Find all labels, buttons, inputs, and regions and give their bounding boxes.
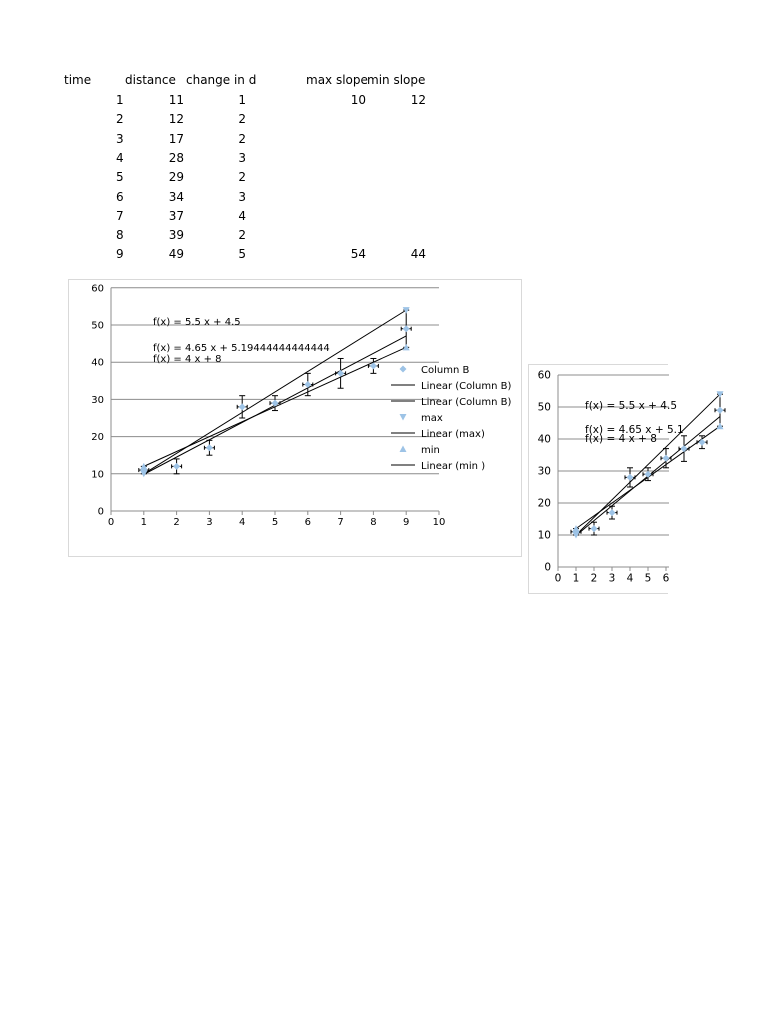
x-tick-label: 5: [644, 572, 652, 585]
y-tick-label: 40: [537, 433, 551, 446]
x-tick-label: 9: [403, 517, 410, 528]
cell-change[interactable]: 2: [238, 131, 246, 146]
cell-change[interactable]: 1: [238, 93, 246, 107]
cell-distance[interactable]: 29: [168, 170, 184, 185]
cell-max-slope[interactable]: 54: [350, 247, 366, 262]
cell-distance[interactable]: 17: [168, 131, 184, 146]
header-max-slope[interactable]: max slope: [306, 73, 368, 87]
data-point: [717, 407, 724, 414]
legend-label: min: [421, 445, 440, 456]
cell-time[interactable]: 4: [116, 150, 124, 165]
trendline-equation: f(x) = 5.5 x + 4.5: [585, 400, 677, 412]
x-tick-label: 4: [626, 572, 634, 585]
trendline-1: [576, 394, 720, 535]
cell-distance[interactable]: 39: [168, 228, 184, 243]
x-tick-label: 1: [140, 517, 147, 528]
cell-change[interactable]: 2: [238, 112, 246, 127]
cell-time[interactable]: 1: [116, 93, 124, 107]
cell-distance[interactable]: 34: [168, 189, 184, 204]
data-point: [403, 325, 410, 332]
legend-marker: [400, 366, 407, 373]
header-min-slope[interactable]: min slope: [367, 73, 426, 87]
legend-label: Linear (max): [421, 429, 485, 440]
x-tick-label: 3: [608, 572, 616, 585]
y-tick-label: 0: [97, 506, 104, 518]
cell-distance[interactable]: 37: [168, 208, 184, 223]
y-tick-label: 50: [537, 401, 551, 414]
data-point: [609, 509, 616, 516]
cell-change[interactable]: 2: [238, 170, 246, 185]
cell-min-slope[interactable]: 12: [410, 93, 426, 107]
main-chart[interactable]: [68, 279, 522, 557]
cell-time[interactable]: 8: [116, 228, 124, 243]
y-tick-label: 10: [537, 529, 551, 542]
trendline-equation: f(x) = 4 x + 8: [585, 433, 657, 445]
cell-time[interactable]: 9: [116, 247, 124, 262]
data-point: [663, 455, 670, 462]
legend-marker: [400, 446, 407, 453]
x-tick-label: 2: [173, 517, 180, 528]
y-tick-label: 0: [544, 561, 551, 574]
trendline-equation: f(x) = 5.5 x + 4.5: [153, 317, 241, 328]
x-tick-label: 7: [337, 517, 344, 528]
x-tick-label: 5: [271, 517, 279, 528]
x-tick-label: 6: [662, 572, 670, 585]
x-tick-label: 0: [554, 572, 562, 585]
header-change[interactable]: change in d: [186, 73, 257, 87]
cell-max-slope[interactable]: 10: [350, 93, 366, 107]
data-point: [699, 439, 706, 446]
trendline-equation: f(x) = 4 x + 8: [153, 354, 222, 365]
data-point: [645, 471, 652, 478]
header-time[interactable]: time: [64, 73, 92, 87]
cell-change[interactable]: 4: [238, 208, 246, 223]
y-tick-label: 20: [537, 497, 551, 510]
header-distance[interactable]: distance: [125, 73, 176, 87]
cell-distance[interactable]: 11: [168, 93, 184, 107]
y-tick-label: 10: [91, 469, 104, 481]
cell-time[interactable]: 3: [116, 131, 124, 146]
data-point: [591, 525, 598, 532]
x-tick-label: 0: [107, 517, 115, 528]
cell-change[interactable]: 2: [238, 228, 246, 243]
second-chart[interactable]: [528, 364, 684, 594]
x-tick-label: 10: [432, 517, 446, 528]
cell-change[interactable]: 5: [238, 247, 246, 262]
second-chart-svg: [529, 365, 684, 593]
data-point: [239, 403, 246, 410]
legend-label: Linear (Column B): [421, 381, 512, 392]
main-chart-svg: [69, 280, 521, 556]
trendline-equation: f(x) = 4.65 x + 5.1: [585, 424, 684, 436]
x-tick-label: 3: [206, 517, 213, 528]
y-tick-label: 60: [537, 369, 551, 382]
cell-time[interactable]: 5: [116, 170, 124, 185]
cell-time[interactable]: 6: [116, 189, 124, 204]
y-tick-label: 40: [91, 357, 104, 369]
legend-label: Column B: [421, 365, 470, 376]
y-tick-label: 30: [91, 394, 104, 406]
trendline-equation: f(x) = 4.65 x + 5.19444444444444: [153, 343, 330, 354]
y-tick-label: 50: [91, 320, 104, 332]
cell-time[interactable]: 7: [116, 208, 124, 223]
y-tick-label: 30: [537, 465, 551, 478]
cell-distance[interactable]: 49: [168, 247, 184, 262]
x-tick-label: 2: [590, 572, 598, 585]
trendline-1: [144, 310, 406, 474]
data-point: [681, 445, 688, 452]
x-tick-label: 8: [370, 517, 377, 528]
cell-distance[interactable]: 12: [168, 112, 184, 127]
legend-label: max: [421, 413, 443, 424]
cell-change[interactable]: 3: [238, 189, 246, 204]
legend-label: Linear (min ): [421, 461, 486, 472]
cell-min-slope[interactable]: 44: [410, 247, 426, 262]
x-tick-label: 6: [304, 517, 311, 528]
y-tick-label: 60: [91, 283, 104, 295]
cell-time[interactable]: 2: [116, 112, 124, 127]
x-tick-label: 1: [572, 572, 580, 585]
cell-distance[interactable]: 28: [168, 150, 184, 165]
data-point: [173, 463, 180, 470]
cell-change[interactable]: 3: [238, 150, 246, 165]
data-point: [206, 444, 213, 451]
x-tick-label: 4: [239, 517, 246, 528]
y-tick-label: 20: [91, 432, 104, 444]
legend-marker: [400, 414, 407, 421]
legend-label: Linear (Column B): [421, 397, 512, 408]
